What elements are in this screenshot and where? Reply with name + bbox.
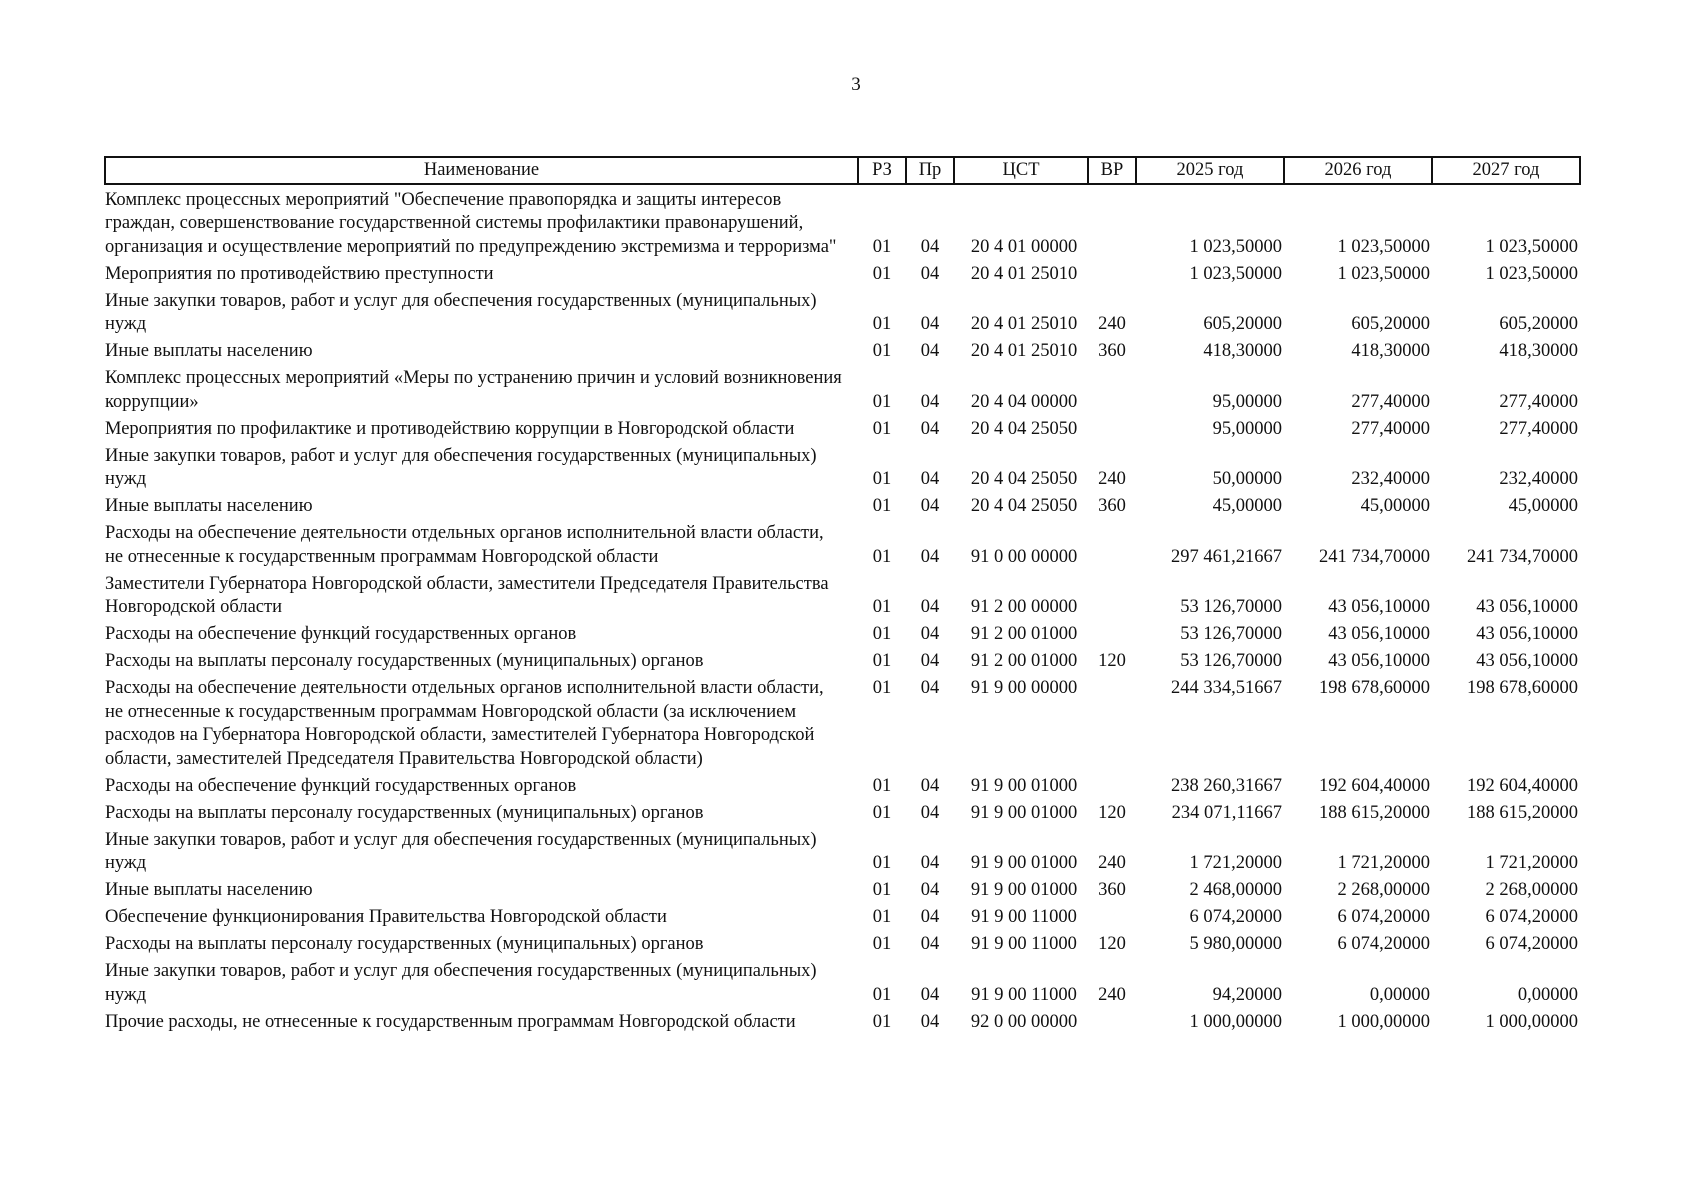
cell-cst: 91 2 00 01000 [970,624,1078,644]
cell-rz: 01 [872,496,892,516]
cell-2025: 95,00000 [1212,418,1282,439]
table-row [105,647,1580,674]
cell-name: Прочие расходы, не отнесенные к государственным программам Новгородской области [105,1011,796,1032]
cell-2026: 45,00000 [1360,496,1430,516]
cell-2026: 1 023,50000 [1337,263,1430,284]
cell-rz: 01 [872,469,892,489]
cell-2026: 241 734,70000 [1319,546,1430,567]
cell-pr: 04 [920,469,940,489]
cell-2027: 232,40000 [1499,469,1578,489]
cell-2027: 198 678,60000 [1467,678,1578,698]
table-row [105,957,1580,1008]
header-year-2025: 2025 год [1136,157,1284,184]
table-row [105,876,1580,903]
header-cst: ЦСТ [954,157,1088,184]
cell-rz: 01 [872,418,892,439]
cell-2025: 50,00000 [1212,469,1282,489]
cell-pr: 04 [920,853,940,873]
cell-vr [1088,674,1136,772]
cell-2027: 0,00000 [1517,984,1578,1005]
cell-rz: 01 [872,314,892,334]
table-row [105,930,1580,957]
cell-cst: 20 4 01 25010 [970,263,1078,284]
cell-pr: 04 [920,934,940,954]
cell-rz: 01 [872,984,892,1005]
table-body [105,184,1580,1034]
header-year-2027: 2027 год [1432,157,1580,184]
cell-cst: 20 4 01 25010 [970,314,1078,334]
cell-2025: 1 023,50000 [1189,263,1282,284]
cell-cst: 91 9 00 01000 [970,880,1078,900]
cell-vr: 120 [1098,802,1126,823]
cell-2026: 232,40000 [1351,469,1430,489]
cell-pr: 04 [920,624,940,644]
cell-pr: 04 [920,651,940,671]
cell-2027: 418,30000 [1499,341,1578,361]
cell-vr: 240 [1098,314,1126,334]
cell-pr: 04 [920,236,940,257]
cell-2025: 1 721,20000 [1189,853,1282,873]
cell-2025: 234 071,11667 [1171,802,1282,823]
cell-name: Иные закупки товаров, работ и услуг для обеспечения государственных (муниципальных) нужд [105,829,817,873]
cell-cst: 92 0 00 00000 [970,1011,1078,1032]
table-row [105,825,1580,876]
table-row [105,519,1580,570]
cell-2025: 95,00000 [1212,391,1282,412]
table-row [105,441,1580,492]
cell-pr: 04 [920,880,940,900]
cell-2025: 45,00000 [1212,496,1282,516]
cell-2027: 241 734,70000 [1467,546,1578,567]
table-row [105,184,1580,259]
cell-vr [1088,569,1136,620]
table-row [105,569,1580,620]
cell-vr [1088,364,1136,415]
cell-rz: 01 [872,853,892,873]
cell-name: Иные закупки товаров, работ и услуг для обеспечения государственных (муниципальных) нужд [105,290,817,334]
cell-pr: 04 [920,496,940,516]
table-row [105,414,1580,441]
table-row [105,492,1580,519]
cell-2025: 5 980,00000 [1189,934,1282,954]
cell-2027: 192 604,40000 [1467,775,1578,796]
cell-2027: 6 074,20000 [1485,934,1578,954]
cell-2026: 43 056,10000 [1328,651,1430,671]
cell-pr: 04 [920,678,940,698]
cell-name: Мероприятия по профилактике и противодействию коррупции в Новгородской области [105,418,795,439]
cell-pr: 04 [920,418,940,439]
cell-vr: 120 [1098,651,1126,671]
table-row [105,1007,1580,1034]
cell-2026: 43 056,10000 [1328,624,1430,644]
cell-2026: 6 074,20000 [1337,934,1430,954]
cell-name: Расходы на обеспечение деятельности отдельных органов исполнительной власти области, не отнесенные к государственным программам Новгородской области [105,523,824,567]
cell-rz: 01 [872,934,892,954]
header-name: Наименование [105,157,858,184]
cell-rz: 01 [872,341,892,361]
cell-2026: 43 056,10000 [1328,597,1430,617]
cell-2027: 1 023,50000 [1485,236,1578,257]
table-row [105,286,1580,337]
page-number: 3 [851,74,861,95]
cell-vr [1088,184,1136,259]
cell-2025: 53 126,70000 [1180,597,1282,617]
cell-cst: 91 9 00 11000 [971,934,1077,954]
cell-2025: 418,30000 [1203,341,1282,361]
cell-name: Расходы на выплаты персоналу государственных (муниципальных) органов [105,934,704,954]
cell-2027: 1 721,20000 [1485,853,1578,873]
cell-vr [1088,414,1136,441]
cell-pr: 04 [920,314,940,334]
cell-pr: 04 [920,984,940,1005]
cell-vr: 360 [1098,341,1126,361]
cell-cst: 91 9 00 11000 [971,907,1077,927]
cell-name: Иные выплаты населению [105,880,313,900]
header-year-2026: 2026 год [1284,157,1432,184]
table-row [105,259,1580,286]
budget-table [104,156,1581,1034]
cell-cst: 91 2 00 00000 [970,597,1078,617]
cell-name: Иные закупки товаров, работ и услуг для обеспечения государственных (муниципальных) нужд [105,961,817,1005]
cell-vr: 240 [1098,853,1126,873]
cell-pr: 04 [920,597,940,617]
cell-2025: 53 126,70000 [1180,651,1282,671]
cell-vr [1088,259,1136,286]
table-row [105,337,1580,364]
header-vr: ВР [1088,157,1136,184]
cell-2026: 192 604,40000 [1319,775,1430,796]
cell-rz: 01 [872,678,892,698]
cell-2026: 605,20000 [1351,314,1430,334]
cell-rz: 01 [872,597,892,617]
table-row [105,771,1580,798]
cell-cst: 20 4 04 25050 [970,469,1078,489]
cell-rz: 01 [872,802,892,823]
cell-2026: 1 023,50000 [1337,236,1430,257]
table-row [105,620,1580,647]
cell-pr: 04 [920,907,940,927]
cell-pr: 04 [920,546,940,567]
cell-vr [1088,620,1136,647]
cell-2026: 1 000,00000 [1337,1011,1430,1032]
cell-2027: 43 056,10000 [1476,624,1578,644]
cell-2026: 0,00000 [1369,984,1430,1005]
cell-2025: 1 023,50000 [1189,236,1282,257]
cell-rz: 01 [872,775,892,796]
cell-cst: 20 4 04 00000 [970,391,1078,412]
cell-name: Расходы на выплаты персоналу государственных (муниципальных) органов [105,802,704,823]
cell-pr: 04 [920,1011,940,1032]
cell-name: Заместители Губернатора Новгородской области, заместители Председателя Правительства Новгородской области [105,573,829,617]
cell-name: Иные выплаты населению [105,341,313,361]
cell-cst: 20 4 01 00000 [970,236,1078,257]
cell-vr: 120 [1098,934,1126,954]
cell-pr: 04 [920,391,940,412]
table-row [105,798,1580,825]
cell-name: Иные закупки товаров, работ и услуг для обеспечения государственных (муниципальных) нужд [105,445,817,489]
cell-vr: 240 [1098,469,1126,489]
cell-name: Расходы на обеспечение функций государственных органов [105,624,577,644]
cell-vr [1088,1007,1136,1034]
cell-rz: 01 [872,546,892,567]
cell-2026: 188 615,20000 [1319,802,1430,823]
cell-2025: 94,20000 [1212,984,1282,1005]
cell-name: Расходы на обеспечение деятельности отдельных органов исполнительной власти области, не отнесенные к государственным программам Новгородской области (за исключением расходов на Губернатора Новгородской области, заместителей Губернатора Новгородской области, заместителей Председателя Правительства Новгородской области) [105,678,824,769]
cell-2027: 188 615,20000 [1467,802,1578,823]
cell-2025: 244 334,51667 [1171,678,1282,698]
cell-2027: 277,40000 [1499,418,1578,439]
cell-2026: 1 721,20000 [1337,853,1430,873]
cell-cst: 91 0 00 00000 [970,546,1078,567]
cell-2026: 277,40000 [1351,391,1430,412]
cell-cst: 91 9 00 01000 [970,853,1078,873]
cell-cst: 91 2 00 01000 [970,651,1078,671]
cell-2026: 198 678,60000 [1319,678,1430,698]
cell-name: Расходы на выплаты персоналу государственных (муниципальных) органов [105,651,704,671]
cell-2027: 1 023,50000 [1485,263,1578,284]
cell-name: Расходы на обеспечение функций государственных органов [105,775,577,796]
cell-vr [1088,903,1136,930]
cell-name: Комплекс процессных мероприятий "Обеспечение правопорядка и защиты интересов граждан, совершенствование государственной системы профилактики правонарушений, организация и осуществление мероприятий по предупреждению экстремизма и терроризма" [105,189,837,257]
cell-2026: 277,40000 [1351,418,1430,439]
cell-pr: 04 [920,341,940,361]
cell-2026: 418,30000 [1351,341,1430,361]
cell-2026: 6 074,20000 [1337,907,1430,927]
table-header-row [105,157,1580,184]
cell-2027: 2 268,00000 [1485,880,1578,900]
cell-cst: 91 9 00 00000 [970,678,1078,698]
cell-vr: 360 [1098,496,1126,516]
cell-pr: 04 [920,775,940,796]
cell-cst: 20 4 04 25050 [970,418,1078,439]
cell-rz: 01 [872,907,892,927]
cell-name: Комплекс процессных мероприятий «Меры по устранению причин и условий возникновения коррупции» [105,368,842,412]
cell-2027: 43 056,10000 [1476,651,1578,671]
cell-vr: 240 [1098,984,1126,1005]
cell-2025: 53 126,70000 [1180,624,1282,644]
table-row [105,903,1580,930]
cell-name: Иные выплаты населению [105,496,313,516]
cell-rz: 01 [872,1011,892,1032]
cell-rz: 01 [872,880,892,900]
header-pr: Пр [906,157,954,184]
cell-vr: 360 [1098,880,1126,900]
table-row [105,364,1580,415]
cell-vr [1088,771,1136,798]
cell-2027: 43 056,10000 [1476,597,1578,617]
cell-2025: 2 468,00000 [1189,880,1282,900]
cell-cst: 91 9 00 01000 [970,802,1078,823]
cell-2025: 6 074,20000 [1189,907,1282,927]
cell-name: Обеспечение функционирования Правительства Новгородской области [105,907,667,927]
cell-rz: 01 [872,263,892,284]
cell-rz: 01 [872,391,892,412]
cell-pr: 04 [920,263,940,284]
cell-vr [1088,519,1136,570]
cell-rz: 01 [872,236,892,257]
cell-2027: 6 074,20000 [1485,907,1578,927]
cell-name: Мероприятия по противодействию преступности [105,263,494,284]
cell-rz: 01 [872,624,892,644]
cell-cst: 20 4 04 25050 [970,496,1078,516]
cell-cst: 91 9 00 11000 [971,984,1077,1005]
cell-2027: 45,00000 [1508,496,1578,516]
cell-2025: 1 000,00000 [1189,1011,1282,1032]
cell-2027: 277,40000 [1499,391,1578,412]
table-row [105,674,1580,772]
cell-2027: 1 000,00000 [1485,1011,1578,1032]
cell-rz: 01 [872,651,892,671]
cell-2025: 238 260,31667 [1171,775,1282,796]
cell-2025: 605,20000 [1203,314,1282,334]
cell-2026: 2 268,00000 [1337,880,1430,900]
cell-2025: 297 461,21667 [1171,546,1282,567]
cell-2027: 605,20000 [1499,314,1578,334]
cell-cst: 20 4 01 25010 [970,341,1078,361]
cell-cst: 91 9 00 01000 [970,775,1078,796]
cell-pr: 04 [920,802,940,823]
header-rz: РЗ [858,157,906,184]
